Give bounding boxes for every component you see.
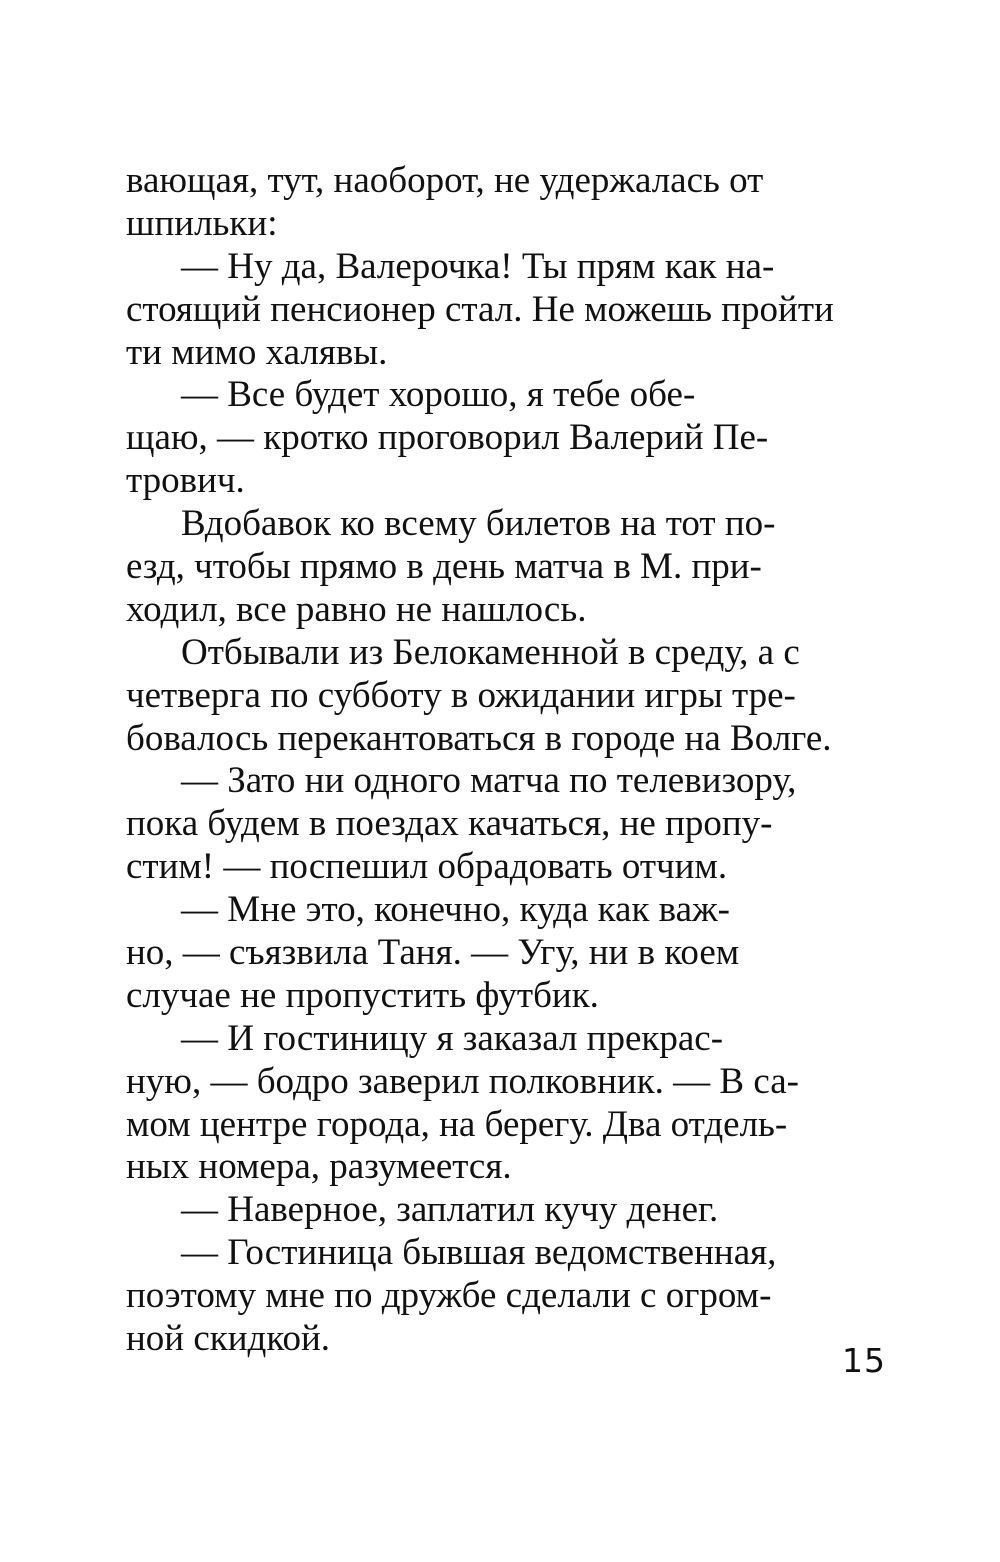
body-text — [126, 160, 834, 1361]
text-line: — Мне это, конечно, куда как важ- — [181, 889, 730, 931]
text-line: Вдобавок ко всему билетов на тот по- — [181, 503, 776, 545]
text-line: — Гостиница бывшая ведомственная, — [181, 1232, 777, 1274]
text-line: ных номера, разумеется. — [126, 1146, 512, 1188]
text-line: случае не пропустить футбик. — [126, 974, 599, 1016]
text-line: шпильки: — [126, 202, 278, 244]
text-line: стоящий пенсионер стал. Не можешь пройти — [126, 288, 834, 330]
text-line: пока будем в поездах качаться, не пропу- — [126, 803, 773, 845]
text-line: — Наверное, заплатил кучу денег. — [181, 1189, 719, 1231]
text-line: четверга по субботу в ожидании игры тре- — [126, 674, 796, 716]
text-line: мом центре города, на берегу. Два отдель- — [126, 1103, 788, 1145]
text-line: но, — съязвила Таня. — Угу, ни в коем — [126, 932, 740, 974]
text-line: — Ну да, Валерочка! Ты прям как на- — [181, 245, 775, 287]
text-line: вающая, тут, наоборот, не удержалась от — [126, 160, 764, 201]
text-line: трович. — [126, 460, 245, 502]
text-line: щаю, — кротко проговорил Валерий Пе- — [126, 417, 769, 459]
page-number: 15 — [842, 1341, 886, 1380]
text-line: — И гостиницу я заказал прекрас- — [181, 1017, 724, 1059]
text-line: ти мимо халявы. — [126, 331, 388, 373]
text-line: — Зато ни одного матча по телевизору, — [181, 760, 797, 802]
text-line: бовалось перекантоваться в городе на Волге. — [126, 717, 832, 759]
text-line: — Все будет хорошо, я тебе обе- — [181, 374, 696, 416]
text-line: Отбывали из Белокаменной в среду, а с — [181, 631, 800, 673]
text-line: ной скидкой. — [126, 1318, 331, 1360]
text-line: стим! — поспешил обрадовать отчим. — [126, 846, 728, 888]
text-line: поэтому мне по дружбе сделали с огром- — [126, 1275, 772, 1317]
text-line: ходил, все равно не нашлось. — [126, 588, 587, 630]
text-line: ную, — бодро заверил полковник. — В са- — [126, 1060, 799, 1102]
text-line: езд, чтобы прямо в день матча в М. при- — [126, 546, 762, 588]
